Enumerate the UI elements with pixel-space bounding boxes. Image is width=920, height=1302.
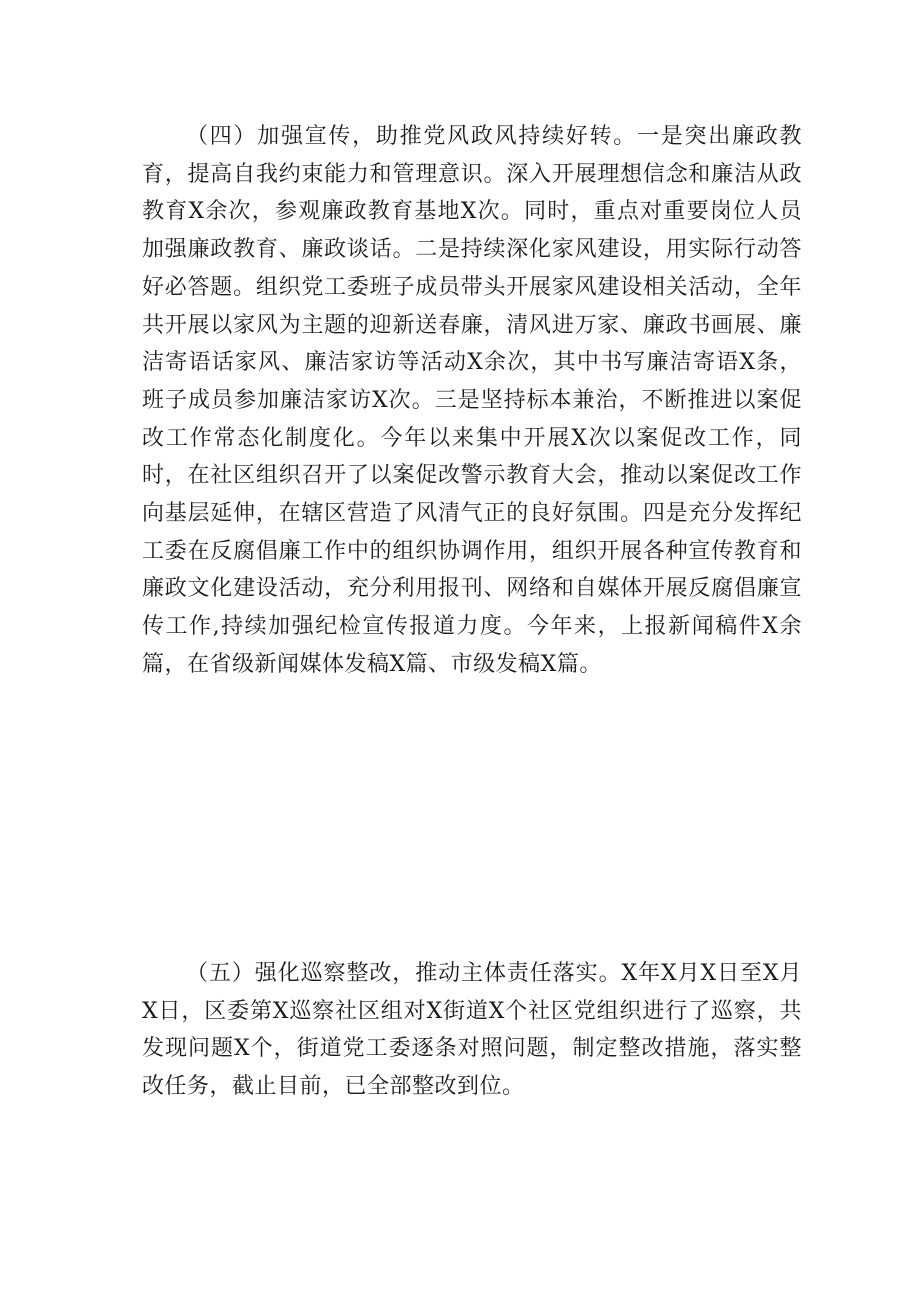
paragraph-5-inspection-rectification: （五）强化巡察整改，推动主体责任落实。X年X月X日至X月X日，区委第X巡察社区组对X街道X个社区党组织进行了巡察，共发现问题X个，街道党工委逐条对照问题，制定整改措施，落实整改任务，截止目前，已全部整改到位。 <box>142 961 802 1100</box>
paragraph-4-publicity: （四）加强宣传，助推党风政风持续好转。一是突出廉政教育，提高自我约束能力和管理意识。深入开展理想信念和廉洁从政教育X余次，参观廉政教育基地X次。同时，重点对重要岗位人员加强廉政教育、廉政谈话。二是持续深化家风建设，用实际行动答好必答题。组织党工委班子成员带头开展家风建设相关活动，全年共开展以家风为主题的迎新送春廉，清风进万家、廉政书画展、廉洁寄语话家风、廉洁家访等活动X余次，其中书写廉洁寄语X条，班子成员参加廉洁家访X次。三是坚持标本兼治，不断推进以案促改工作常态化制度化。今年以来集中开展X次以案促改工作，同时，在社区组织召开了以案促改警示教育大会，推动以案促改工作向基层延伸，在辖区营造了风清气正的良好氛围。四是充分发挥纪工委在反腐倡廉工作中的组织协调作用，组织开展各种宣传教育和廉政文化建设活动，充分利用报刊、网络和自媒体开展反腐倡廉宣传工作,持续加强纪检宣传报道力度。今年来，上报新闻稿件X余篇，在省级新闻媒体发稿X篇、市级发稿X篇。 <box>142 124 802 677</box>
